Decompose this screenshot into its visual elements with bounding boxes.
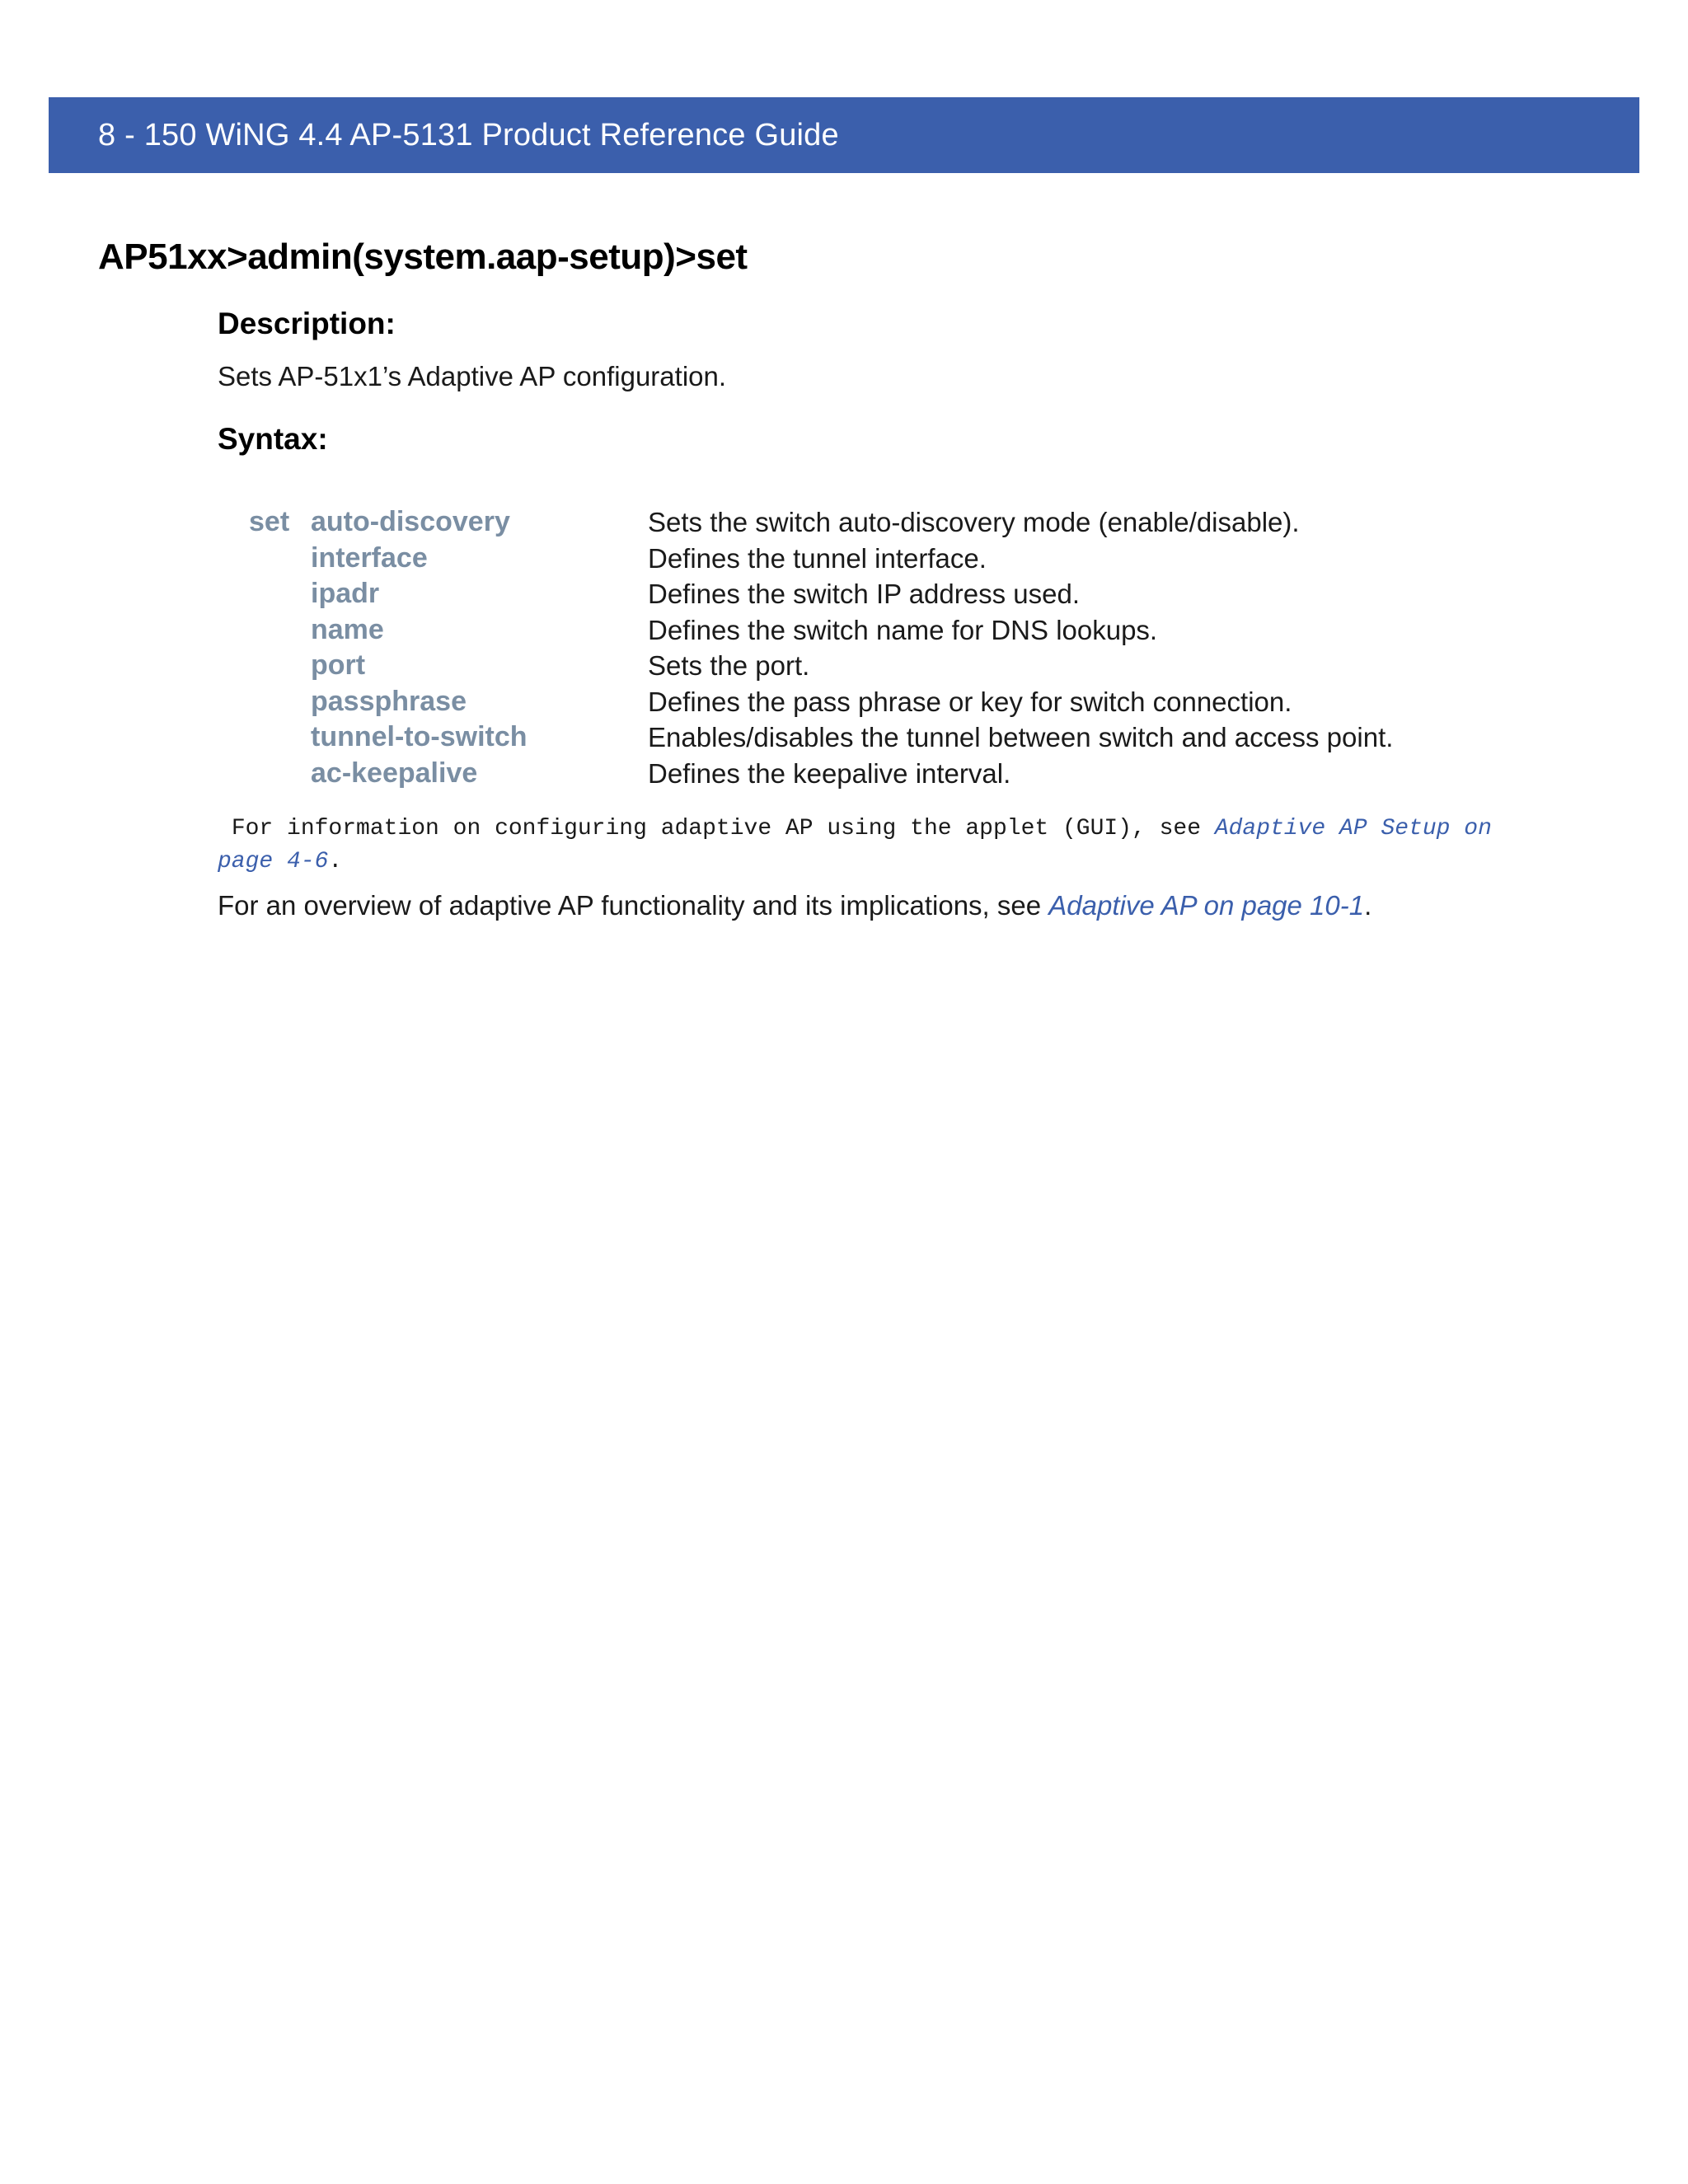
- overview-paragraph: [218, 890, 1372, 921]
- syntax-desc: Defines the tunnel interface.: [648, 542, 987, 574]
- syntax-desc: Defines the switch name for DNS lookups.: [648, 614, 1158, 645]
- syntax-row: [218, 504, 1652, 541]
- syntax-param: passphrase: [311, 685, 467, 717]
- syntax-row: [218, 719, 1652, 756]
- syntax-desc: Sets the port.: [648, 650, 810, 681]
- page-header-title: 8 - 150 WiNG 4.4 AP-5131 Product Reference Guide: [98, 118, 839, 152]
- syntax-row: [218, 648, 1652, 684]
- note-text: For information on configuring adaptive AP using the applet (GUI), see: [218, 816, 1215, 841]
- section-title: AP51xx>admin(system.aap-setup)>set: [98, 237, 748, 277]
- adaptive-ap-setup-link[interactable]: Adaptive AP Setup on page 4-6: [218, 816, 1506, 874]
- note-suffix: .: [328, 849, 343, 874]
- syntax-desc: Defines the pass phrase or key for switch connection.: [648, 686, 1292, 717]
- syntax-row: [218, 541, 1652, 577]
- adaptive-ap-link[interactable]: Adaptive AP on page 10-1: [1048, 890, 1365, 921]
- syntax-heading: Syntax:: [218, 422, 328, 456]
- syntax-desc: Enables/disables the tunnel between switch and access point.: [648, 722, 1394, 752]
- description-heading: Description:: [218, 307, 396, 340]
- syntax-param: port: [311, 649, 366, 681]
- syntax-desc: Defines the switch IP address used.: [648, 579, 1081, 609]
- overview-text: For an overview of adaptive AP functionality and its implications, see: [218, 890, 1049, 921]
- syntax-param: tunnel-to-switch: [311, 721, 528, 752]
- syntax-table: [218, 504, 1652, 791]
- syntax-param: auto-discovery: [311, 506, 510, 537]
- syntax-row: [218, 612, 1652, 649]
- syntax-row: [218, 756, 1652, 792]
- overview-suffix: .: [1364, 890, 1372, 921]
- syntax-desc: Sets the switch auto-discovery mode (enable/disable).: [648, 507, 1300, 537]
- syntax-desc: Defines the keepalive interval.: [648, 757, 1011, 789]
- gui-reference-note: [218, 813, 1536, 879]
- syntax-command: set: [249, 506, 290, 537]
- syntax-param: name: [311, 613, 384, 645]
- syntax-param: interface: [311, 541, 428, 574]
- syntax-row: [218, 576, 1652, 612]
- syntax-row: [218, 684, 1652, 720]
- syntax-param: ac-keepalive: [311, 757, 478, 789]
- description-text: Sets AP-51x1’s Adaptive AP configuration.: [218, 361, 727, 391]
- page-header-bar: [49, 97, 1639, 173]
- syntax-param: ipadr: [311, 578, 380, 609]
